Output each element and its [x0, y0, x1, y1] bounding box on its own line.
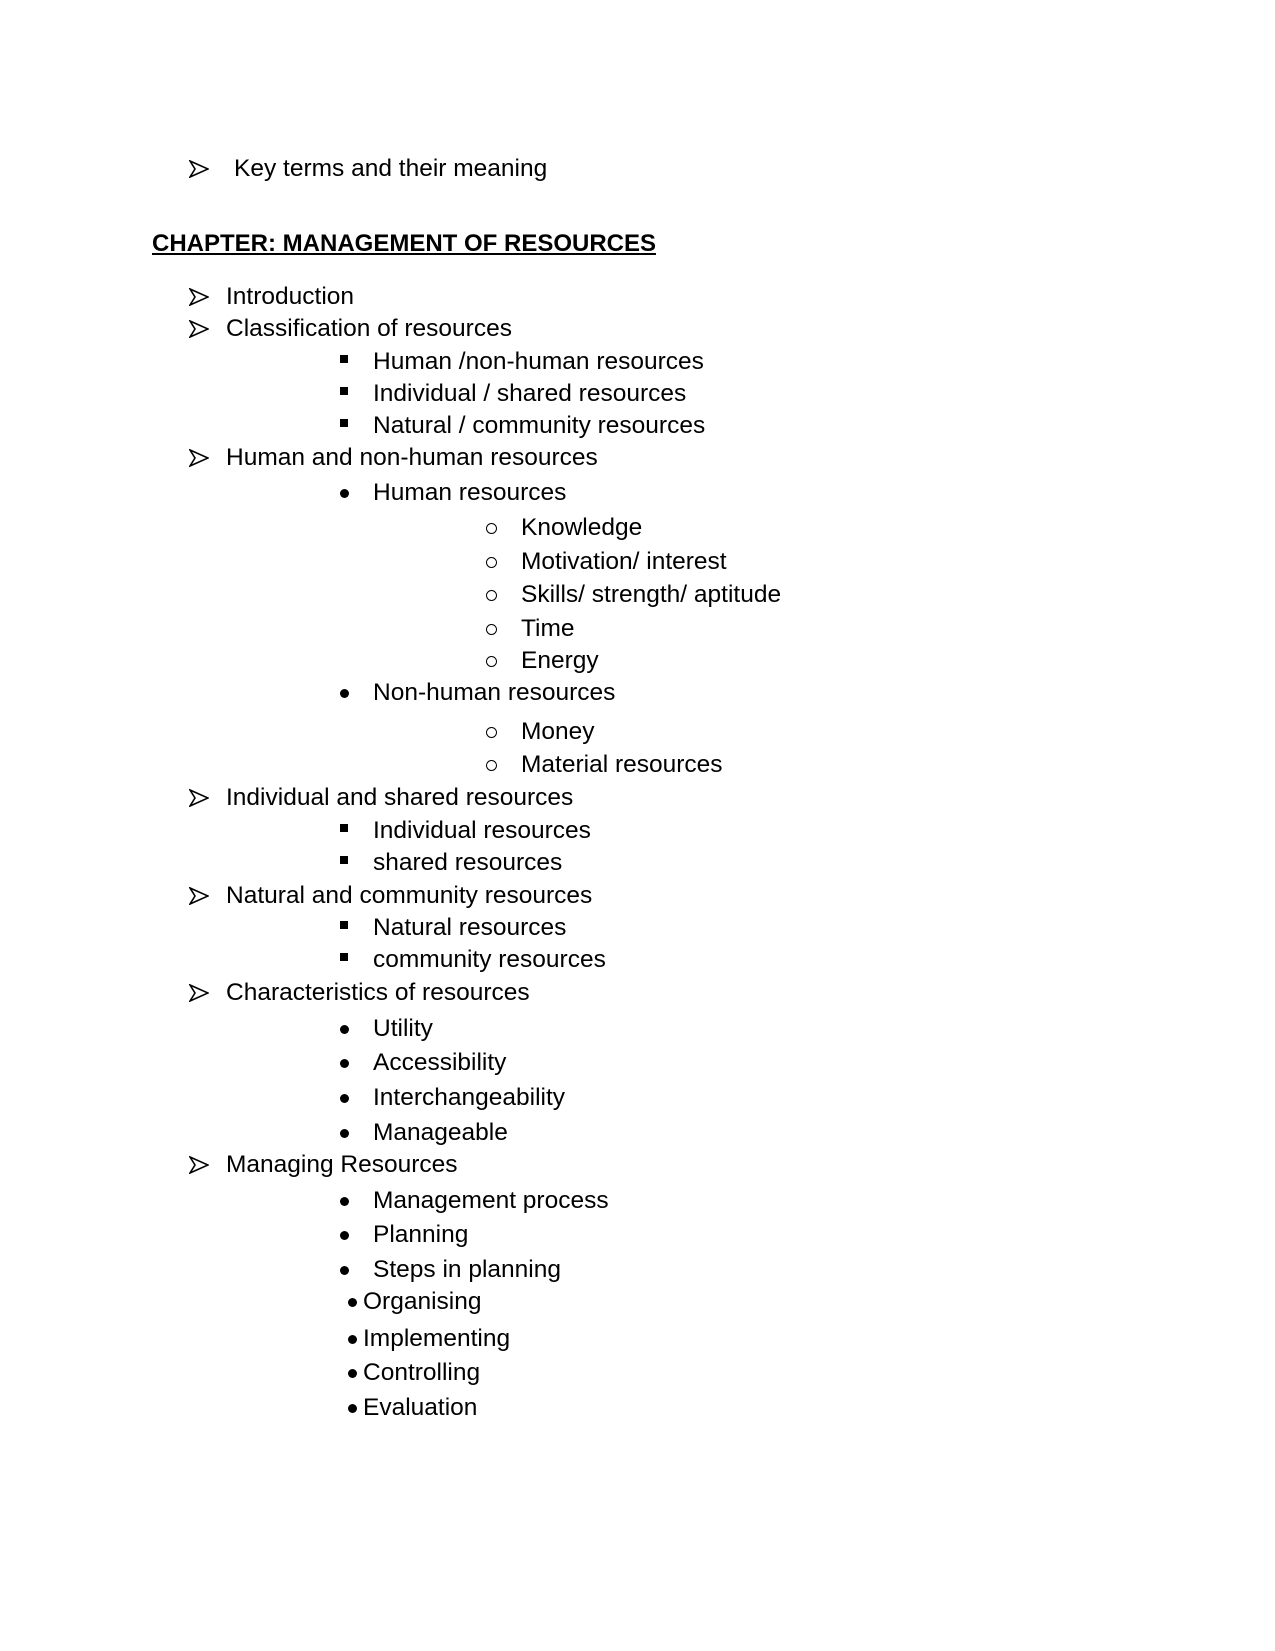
smalldisc-bullet-icon: [346, 1286, 358, 1318]
disc-bullet-icon: [335, 1185, 353, 1217]
outline-item-text: Accessibility: [373, 1049, 507, 1076]
circle-bullet-icon: [482, 716, 500, 748]
outline-item-text: Controlling: [363, 1359, 481, 1386]
square-bullet-icon: [335, 815, 353, 847]
arrow-bullet-icon: [188, 281, 210, 313]
list-item-text: Key terms and their meaning: [234, 155, 548, 182]
circle-bullet-icon: [482, 645, 500, 677]
outline-item-text: Classification of resources: [226, 315, 512, 342]
disc-bullet-icon: [335, 1219, 353, 1251]
outline-item-text: community resources: [373, 946, 606, 973]
outline-item-text: Manageable: [373, 1119, 508, 1146]
arrow-bullet-icon: [188, 153, 210, 185]
smalldisc-bullet-icon: [346, 1392, 358, 1424]
outline-item-text: Individual and shared resources: [226, 784, 574, 811]
outline-item-text: Material resources: [521, 751, 723, 778]
square-bullet-icon: [335, 410, 353, 442]
outline-item-text: Implementing: [363, 1325, 511, 1352]
arrow-bullet-icon: [188, 313, 210, 345]
arrow-bullet-icon: [188, 977, 210, 1009]
outline-item-text: Interchangeability: [373, 1084, 566, 1111]
disc-bullet-icon: [335, 1082, 353, 1114]
outline-item-text: Money: [521, 718, 595, 745]
arrow-bullet-icon: [188, 880, 210, 912]
square-bullet-icon: [335, 847, 353, 879]
outline-item-text: Management process: [373, 1187, 609, 1214]
outline-item-text: Evaluation: [363, 1394, 478, 1421]
outline-item-text: Steps in planning: [373, 1256, 561, 1283]
smalldisc-bullet-icon: [346, 1323, 358, 1355]
disc-bullet-icon: [335, 677, 353, 709]
disc-bullet-icon: [335, 1254, 353, 1286]
circle-bullet-icon: [482, 546, 500, 578]
circle-bullet-icon: [482, 749, 500, 781]
circle-bullet-icon: [482, 613, 500, 645]
outline-item-text: Natural / community resources: [373, 412, 706, 439]
outline-item-text: Non-human resources: [373, 679, 616, 706]
disc-bullet-icon: [335, 1117, 353, 1149]
outline-item-text: Natural resources: [373, 914, 567, 941]
outline-item-text: Motivation/ interest: [521, 548, 727, 575]
outline-item-text: Time: [521, 615, 575, 642]
arrow-bullet-icon: [188, 1149, 210, 1181]
square-bullet-icon: [335, 346, 353, 378]
outline-item-text: Human /non-human resources: [373, 348, 704, 375]
outline-item-text: Planning: [373, 1221, 469, 1248]
arrow-bullet-icon: [188, 442, 210, 474]
outline-item-text: Introduction: [226, 283, 355, 310]
circle-bullet-icon: [482, 579, 500, 611]
outline-item-text: Human and non-human resources: [226, 444, 598, 471]
outline-item-text: Utility: [373, 1015, 433, 1042]
outline-item-text: shared resources: [373, 849, 563, 876]
square-bullet-icon: [335, 912, 353, 944]
circle-bullet-icon: [482, 512, 500, 544]
outline-item-text: Individual / shared resources: [373, 380, 687, 407]
outline-item-text: Organising: [363, 1288, 482, 1315]
outline-item-text: Energy: [521, 647, 599, 674]
outline-item-text: Managing Resources: [226, 1151, 458, 1178]
outline-item-text: Characteristics of resources: [226, 979, 530, 1006]
outline-item-text: Individual resources: [373, 817, 591, 844]
outline-item-text: Knowledge: [521, 514, 643, 541]
smalldisc-bullet-icon: [346, 1357, 358, 1389]
square-bullet-icon: [335, 378, 353, 410]
disc-bullet-icon: [335, 1047, 353, 1079]
outline-item-text: Skills/ strength/ aptitude: [521, 581, 782, 608]
outline-item-text: Human resources: [373, 479, 567, 506]
disc-bullet-icon: [335, 1013, 353, 1045]
outline-item-text: Natural and community resources: [226, 882, 593, 909]
arrow-bullet-icon: [188, 782, 210, 814]
disc-bullet-icon: [335, 477, 353, 509]
square-bullet-icon: [335, 944, 353, 976]
chapter-heading: CHAPTER: MANAGEMENT OF RESOURCES: [152, 230, 657, 257]
